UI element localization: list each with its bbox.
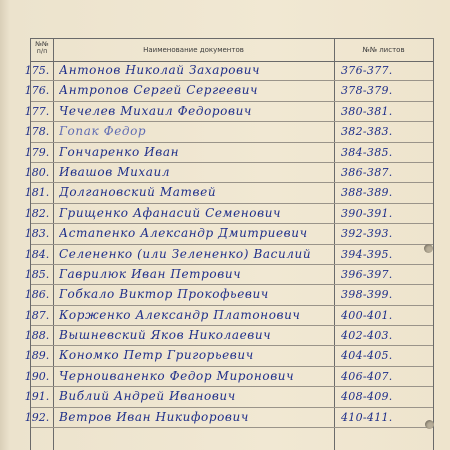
table-row xyxy=(24,408,433,428)
row-name: Виблий Андрей Иванович xyxy=(59,389,236,404)
table-row xyxy=(24,245,433,265)
table-row xyxy=(24,183,433,203)
row-name: Гопак Федор xyxy=(59,124,147,139)
row-sheets: 408-409. xyxy=(341,390,393,404)
row-number: 181. xyxy=(24,186,50,200)
table-row xyxy=(24,143,433,163)
row-sheets: 384-385. xyxy=(341,145,393,159)
table-row xyxy=(24,367,433,387)
row-sheets: 398-399. xyxy=(341,288,393,302)
document-table xyxy=(24,38,434,450)
row-number: 186. xyxy=(24,288,50,302)
table-row xyxy=(24,204,433,224)
row-sheets: 378-379. xyxy=(341,84,393,98)
row-name: Гончаренко Иван xyxy=(59,144,180,159)
punch-hole-icon xyxy=(424,244,433,253)
row-name: Черноиваненко Федор Миронович xyxy=(59,368,295,383)
table-row xyxy=(24,265,433,285)
table-row xyxy=(24,306,433,326)
table-row xyxy=(24,122,433,142)
row-number: 180. xyxy=(24,165,50,179)
row-number: 189. xyxy=(24,349,50,363)
row-number: 175. xyxy=(24,64,50,77)
row-sheets: 376-377. xyxy=(341,64,393,77)
header-num: №№ п/п xyxy=(35,40,49,55)
table-row xyxy=(24,81,433,101)
punch-hole-icon xyxy=(425,420,434,429)
row-sheets: 390-391. xyxy=(341,206,393,220)
row-sheets: 400-401. xyxy=(341,308,393,322)
row-number: 192. xyxy=(24,410,50,424)
row-name: Кономко Петр Григорьевич xyxy=(59,348,254,363)
row-number: 185. xyxy=(24,267,50,281)
table-row xyxy=(24,224,433,244)
table-row xyxy=(24,285,433,305)
row-sheets: 396-397. xyxy=(341,267,393,281)
row-name: Грищенко Афанасий Семенович xyxy=(59,205,282,220)
row-number: 177. xyxy=(24,104,50,118)
row-sheets: 382-383. xyxy=(341,125,393,139)
row-name: Ивашов Михаил xyxy=(59,164,171,179)
row-name: Вышневский Яков Николаевич xyxy=(59,328,272,343)
row-number: 176. xyxy=(24,84,50,98)
row-name: Гобкало Виктор Прокофьевич xyxy=(59,287,269,302)
row-sheets: 404-405. xyxy=(341,349,393,363)
row-sheets: 406-407. xyxy=(341,369,393,383)
row-sheets: 394-395. xyxy=(341,247,393,261)
row-name: Антонов Николай Захарович xyxy=(59,63,261,77)
row-number: 187. xyxy=(24,308,50,322)
row-number: 179. xyxy=(24,145,50,159)
row-number: 188. xyxy=(24,329,50,343)
table-header xyxy=(31,39,433,62)
row-name: Астапенко Александр Дмитриевич xyxy=(59,226,308,241)
row-number: 178. xyxy=(24,125,50,139)
row-name: Чечелев Михаил Федорович xyxy=(59,103,252,118)
header-sheets: №№ листов xyxy=(362,46,405,54)
row-number: 184. xyxy=(24,247,50,261)
row-name: Корженко Александр Платонович xyxy=(59,307,301,322)
row-name: Ветров Иван Никифорович xyxy=(59,409,249,424)
table-row xyxy=(24,61,433,81)
row-name: Антропов Сергей Сергеевич xyxy=(59,83,259,98)
row-number: 190. xyxy=(24,369,50,383)
row-sheets: 386-387. xyxy=(341,165,393,179)
table-row xyxy=(24,102,433,122)
table-row xyxy=(24,163,433,183)
row-number: 182. xyxy=(24,206,50,220)
row-sheets: 402-403. xyxy=(341,329,393,343)
row-number: 183. xyxy=(24,227,50,241)
row-sheets: 388-389. xyxy=(341,186,393,200)
table-body xyxy=(24,61,433,428)
row-number: 191. xyxy=(24,390,50,404)
row-name: Долгановский Матвей xyxy=(59,185,217,200)
row-sheets: 410-411. xyxy=(341,410,393,424)
table-row xyxy=(24,346,433,366)
row-name: Селененко (или Зелененко) Василий xyxy=(59,246,312,261)
table-row xyxy=(24,326,433,346)
table-row xyxy=(24,387,433,407)
row-sheets: 392-393. xyxy=(341,227,393,241)
row-name: Гаврилюк Иван Петрович xyxy=(59,266,242,281)
header-name: Наименование документов xyxy=(143,46,244,54)
row-sheets: 380-381. xyxy=(341,104,393,118)
